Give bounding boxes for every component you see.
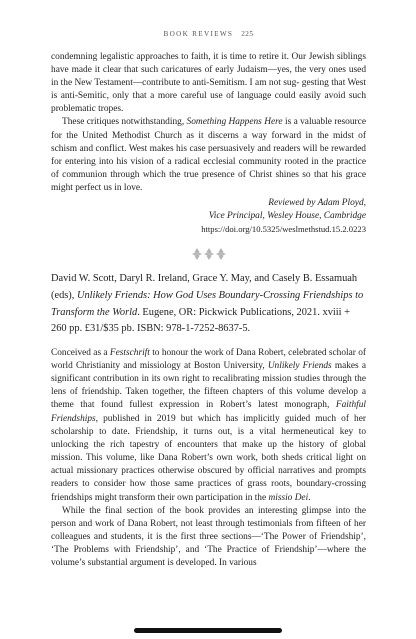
book-title: Unlikely Friends: How God Uses Boundary-Crossing Friendships to Transform the World: [51, 290, 364, 318]
review-paragraph-1: [51, 347, 366, 505]
running-head-section: BOOK REVIEWS: [163, 30, 234, 38]
fleuron-icon: [192, 248, 226, 260]
text-line: ones used in the New Testament—contribute to anti-Semitism. I am not sug-: [51, 65, 367, 89]
section-ornament: [51, 247, 366, 261]
text-run: .: [308, 492, 311, 503]
doi-link[interactable]: https://doi.org/10.5325/weslmethstud.15.2.0223: [201, 223, 366, 234]
text-run: is a valuable resource for the United Methodist Church as it discerns a way forward in the midst of schism and conflict. West makes his case persuasively and readers will be rewarded for entering into his vision of a radical ecclesial community rooted in the practice of communion through which the true presence of Christ shines so that his grace might perfect us in love.: [51, 117, 366, 193]
text-run: to honour the work of Dana Robert, celebrated scholar of world Christianity and missiology at Boston University,: [51, 347, 367, 371]
book-publication-details: . Eugene, OR: Pickwick Publications, 2021. xviii + 260 pp. £31/$35 pb. ISBN: 978-1-7252-8637-5.: [51, 306, 351, 335]
book-title-italic: Faithful Friendships: [51, 400, 366, 424]
previous-review-ending: [51, 51, 366, 235]
review-paragraph-2: While the final section of the book provides an interesting glimpse into the person and work of Dana Robert, not least through testimonials from fifteen of her colleagues and students, it is the first three sections—‘The Power of Friendship’, ‘The Problems with Friendship’, and ‘The Practice of Friendship’—where the volume’s substantial argument is developed. In various: [51, 505, 366, 569]
reviewer-name: Reviewed by Adam Ployd,: [268, 198, 366, 209]
book-editors: David W. Scott, Daryl R. Ireland, Grace Y. May, and Casely B. Essamuah (eds),: [51, 273, 358, 302]
italic-term: Festschrift: [109, 347, 150, 358]
book-citation: [51, 271, 366, 337]
previous-review-paragraph-2: [51, 116, 366, 195]
reviewer-role: Vice Principal, Wesley House, Cambridge: [208, 210, 366, 221]
page-content: [51, 30, 366, 570]
text-run: , published in 2019 but which has implicitly guided much of her scholarship to date. Friendship, it turns out, is a vital hermeneutical key to unlocking the rich tapestry of encounters that make up the history of global mission. This volume, like Dana Robert’s own work, both sheds critical light on actual missionary practices otherwise obscured by official narratives and prompts readers to consider how those same practices of grass roots, boundary-crossing friendships might transform their own participation in the: [51, 413, 366, 503]
text-line: siblings have made it clear that such caricatures of early Judaism—yes, the very: [51, 52, 367, 76]
text-run: Conceived as a: [51, 347, 110, 358]
text-run: These critiques notwithstanding,: [62, 117, 187, 128]
text-line: gesting that West is anti-Semitic, only that a more careful use of language could: [51, 78, 367, 102]
text-line: condemning legalistic approaches to faith, it is time to retire it. Our Jewish: [51, 52, 335, 62]
book-title-italic: Something Happens Here: [186, 117, 283, 128]
home-indicator[interactable]: [134, 628, 282, 633]
italic-term: missio Dei: [268, 492, 309, 503]
book-title-italic: Unlikely Friends: [267, 360, 332, 371]
text-run: makes a significant contribution in its own right to recalibrating mission studies through the lens of friendship. Taken together, the fifteen chapters of this volume develop a theme that found fullest expression in Robert’s latest monograph,: [51, 360, 366, 411]
previous-review-paragraph-1: [51, 51, 366, 116]
page-number: 225: [241, 30, 254, 38]
reviewer-signature: [51, 197, 366, 235]
running-head: [51, 30, 366, 39]
review-body: [51, 347, 366, 571]
text-line: easily avoid such problematic tropes.: [51, 91, 367, 115]
